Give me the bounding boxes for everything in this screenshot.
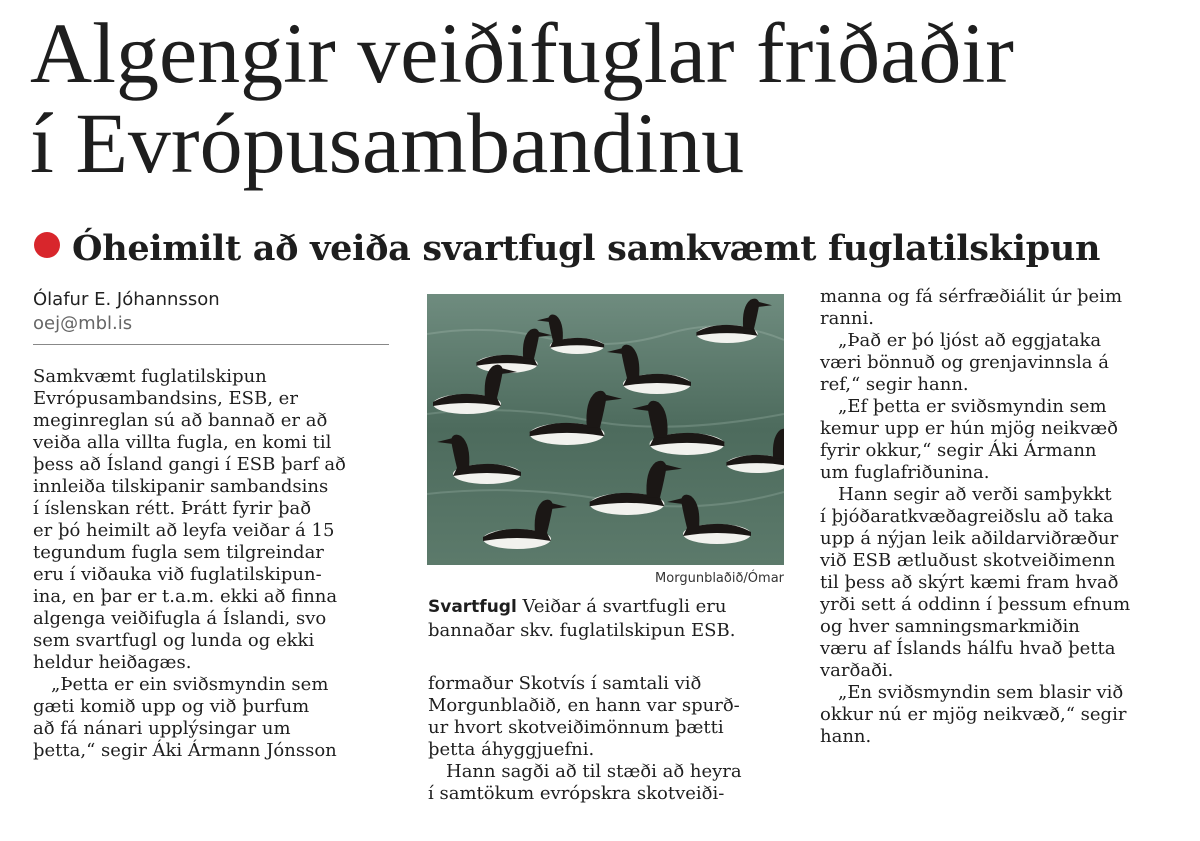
paragraph: manna og fá sérfræðiálit úr þeim ranni. <box>820 286 1123 329</box>
byline-divider <box>33 344 389 345</box>
article-column-3 <box>820 286 1180 748</box>
headline-line-1: Algengir veiðifuglar friðaðir <box>30 5 1014 101</box>
guillemot-birds-image <box>427 294 784 565</box>
paragraph: „Ef þetta er sviðsmyndin sem kemur upp er hún mjög neikvæð fyrir okkur,“ segir Áki Ármann um fuglafriðunina. <box>820 396 1118 483</box>
photo-credit: Morgunblaðið/Ómar <box>655 571 784 586</box>
paragraph: Samkvæmt fuglatilskipun Evrópusambandsins, ESB, er meginreglan sú að bannað er að veiða alla villta fugla, en komi til þess að Ísland gangi í ESB þarf að innleiða tilskipanir sambandsins í íslenskan rétt. Þrátt fyrir það er þó heimilt að leyfa veiðar á 15 tegundum fugla sem tilgreindar eru í viðauka við fuglatilskipun- ina, en þar er t.a.m. ekki að finna algenga veiðifugla á Íslandi, svo sem svartfugl og lunda og ekki heldur heiðagæs. <box>33 366 346 673</box>
paragraph: Hann sagði að til stæði að heyra í samtökum evrópskra skotveiði- <box>428 761 742 804</box>
caption-text: Veiðar á svartfugli eru bannaðar skv. fuglatilskipun ESB. <box>428 596 736 641</box>
photo-caption <box>428 595 788 643</box>
red-bullet-icon <box>34 232 60 258</box>
paragraph: formaður Skotvís í samtali við Morgunblaðið, en hann var spurð- ur hvort skotveiðimönnum þætti þetta áhyggjuefni. <box>428 673 740 760</box>
caption-label: Svartfugl <box>428 597 517 617</box>
author-name: Ólafur E. Jóhannsson <box>33 289 220 310</box>
article-column-2 <box>428 673 788 805</box>
article-column-1 <box>33 366 395 762</box>
paragraph: „En sviðsmyndin sem blasir við okkur nú er mjög neikvæð,“ segir hann. <box>820 682 1127 747</box>
headline-line-2: í Evrópusambandinu <box>30 95 745 191</box>
subheadline <box>34 224 1194 274</box>
byline <box>33 288 389 336</box>
headline <box>30 5 1190 191</box>
subheadline-text: Óheimilt að veiða svartfugl samkvæmt fuglatilskipun <box>72 228 1101 269</box>
author-email[interactable]: oej@mbl.is <box>33 313 133 334</box>
paragraph: „Það er þó ljóst að eggjataka væri bönnuð og grenjavinnsla á ref,“ segir hann. <box>820 330 1109 395</box>
paragraph: „Þetta er ein sviðsmyndin sem gæti komið upp og við þurfum að fá nánari upplýsingar um þetta,“ segir Áki Ármann Jónsson <box>33 674 337 761</box>
paragraph: Hann segir að verði samþykkt í þjóðaratkvæðagreiðslu að taka upp á nýjan leik aðildarviðræður við ESB ætluðust skotveiðimenn til þess að skýrt kæmi fram hvað yrði sett á oddinn í þessum efnum og hver samningsmarkmiðin væru af Íslands hálfu hvað þetta varðaði. <box>820 484 1131 681</box>
photo-guillemots <box>427 294 784 565</box>
